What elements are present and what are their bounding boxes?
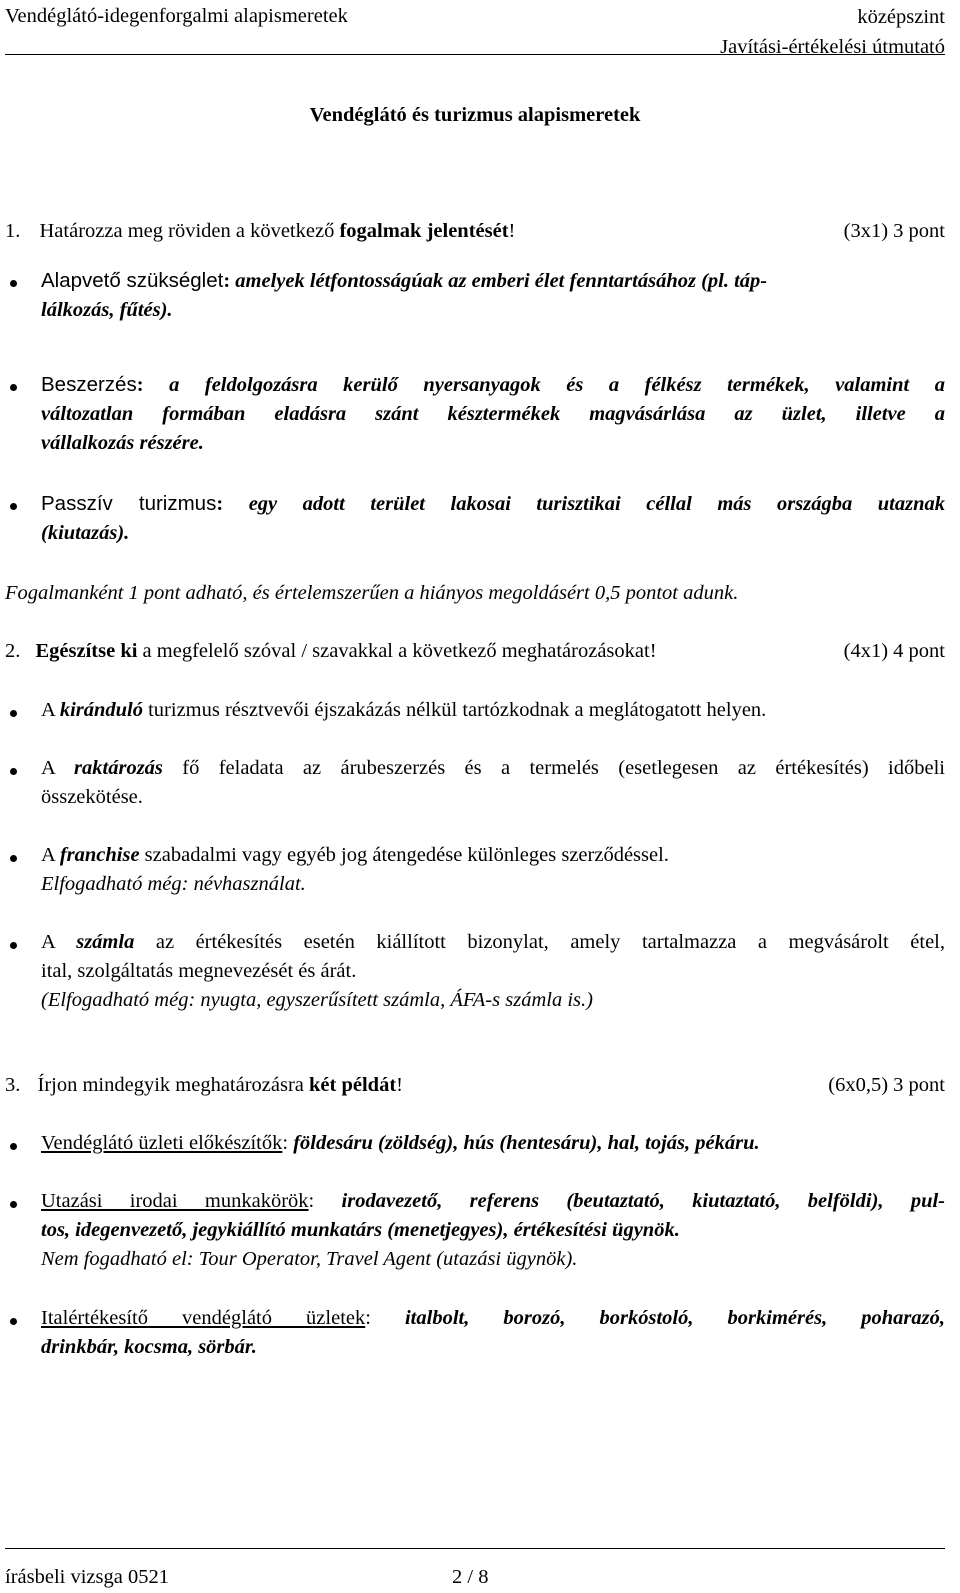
- q1-points: (3x1) 3 pont: [843, 220, 945, 242]
- q1-item-3-def2: (kiutazás).: [41, 522, 130, 544]
- q3-item-1-sep: :: [282, 1132, 294, 1154]
- q1-item-2-def2: változatlan formában eladásra szánt késztermékek magvásárlása az üzlet, illetve a: [41, 403, 945, 425]
- q1-text-a: Határozza meg röviden a következő: [39, 220, 340, 242]
- q2-item-1-word: kiránduló: [59, 699, 143, 721]
- header-guide: Javítási-értékelési útmutató: [720, 36, 945, 58]
- q2-item-4-line3: (Elfogadható még: nyugta, egyszerűsített számla, ÁFA-s számla is.): [41, 989, 593, 1011]
- bullet-icon: [10, 384, 17, 391]
- footer-page-number: 2 / 8: [452, 1566, 489, 1588]
- q1-item-2-sep: :: [136, 374, 170, 396]
- q2-item-4-post: az értékesítés esetén kiállított bizonylat, amely tartalmazza a megvásárolt étel,: [134, 931, 945, 953]
- q1-item-3: [41, 489, 945, 548]
- q2-item-3-pre: A: [41, 844, 60, 866]
- question-3: [5, 1071, 945, 1100]
- q3-item-2-sep: :: [308, 1190, 342, 1212]
- q1-text-b: fogalmak jelentését: [339, 220, 509, 242]
- q2-item-2-post: fő feladata az árubeszerzés és a termelés (esetlegesen az értékesítés) időbeli: [162, 757, 945, 779]
- q3-item-1-label: Vendéglátó üzleti előkészítők: [41, 1132, 283, 1154]
- page-header: [5, 0, 945, 58]
- q2-item-3-post: szabadalmi vagy egyéb jog átengedése különleges szerződéssel.: [139, 844, 669, 866]
- q3-item-2: [41, 1187, 945, 1274]
- bullet-icon: [10, 1143, 17, 1150]
- question-2: [5, 637, 945, 666]
- q2-item-2-word: raktározás: [74, 757, 163, 779]
- q2-item-3-line2: Elfogadható még: névhasználat.: [41, 873, 306, 895]
- bullet-icon: [10, 942, 17, 949]
- q1-item-3-term: Passzív turizmus: [41, 492, 217, 515]
- q1-item-1-def2: lálkozás, fűtés).: [41, 299, 173, 321]
- q3-text-a: Írjon mindegyik meghatározásra: [37, 1074, 310, 1096]
- q1-item-2: [41, 370, 945, 458]
- bullet-icon: [10, 768, 17, 775]
- q2-item-2-line2: összekötése.: [41, 786, 143, 808]
- q1-item-1-def1: amelyek létfontosságúak az emberi élet fenntartásához (pl. táp-: [235, 270, 768, 292]
- q1-item-1: [41, 266, 945, 325]
- bullet-icon: [10, 1201, 17, 1208]
- question-1: [5, 217, 945, 246]
- q2-text-a: Egészítse ki: [35, 640, 138, 662]
- q2-points: (4x1) 4 pont: [843, 640, 945, 662]
- q2-item-4: [41, 928, 945, 1015]
- q3-points: (6x0,5) 3 pont: [828, 1074, 945, 1096]
- q2-item-1-post: turizmus résztvevői éjszakázás nélkül tartózkodnak a meglátogatott helyen.: [142, 699, 767, 721]
- q2-item-4-line2: ital, szolgáltatás megnevezését és árát.: [41, 960, 357, 982]
- q1-item-3-sep: :: [216, 493, 249, 515]
- q3-item-1-answer: földesáru (zöldség), hús (hentesáru), hal, tojás, pékáru.: [293, 1132, 760, 1154]
- q3-item-2-label: Utazási irodai munkakörök: [41, 1190, 309, 1212]
- q3-number: 3.: [5, 1074, 21, 1096]
- q2-item-3: [41, 841, 945, 899]
- header-subject: Vendéglátó-idegenforgalmi alapismeretek: [5, 5, 348, 27]
- q1-number: 1.: [5, 220, 21, 242]
- q1-item-3-def1: egy adott terület lakosai turisztikai céllal más országba utaznak: [248, 493, 945, 515]
- q2-text-b: a megfelelő szóval / szavakkal a következő meghatározásokat!: [137, 640, 657, 662]
- q1-item-2-def1: a feldolgozásra kerülő nyersanyagok és a félkész termékek, valamint a: [169, 374, 945, 396]
- q3-item-3-label: Italértékesítő vendéglátó üzletek: [41, 1307, 366, 1329]
- q1-item-1-sep: :: [223, 270, 236, 292]
- q3-item-1: [41, 1129, 945, 1158]
- page-title: Vendéglátó és turizmus alapismeretek: [309, 104, 641, 126]
- q1-scoring-note: Fogalmanként 1 pont adható, és értelemszerűen a hiányos megoldásért 0,5 pontot adunk.: [5, 582, 739, 604]
- q2-item-2-pre: A: [41, 757, 75, 779]
- q3-item-3-answer-2: drinkbár, kocsma, sörbár.: [41, 1336, 257, 1358]
- header-level: középszint: [857, 6, 945, 28]
- q1-text-c: !: [508, 220, 516, 242]
- q2-item-2: [41, 754, 945, 812]
- q3-item-2-note: Nem fogadható el: Tour Operator, Travel Agent (utazási ügynök).: [41, 1248, 578, 1270]
- q3-item-3-sep: :: [365, 1307, 405, 1329]
- q3-item-3-answer-1: italbolt, borozó, borkóstoló, borkimérés, poharazó,: [404, 1307, 945, 1329]
- bullet-icon: [10, 503, 17, 510]
- bullet-icon: [10, 280, 17, 287]
- q3-item-2-answer-1: irodavezető, referens (beutaztató, kiutaztató, belföldi), pul-: [341, 1190, 945, 1212]
- header-right: [720, 2, 945, 62]
- q1-item-2-def3: vállalkozás részére.: [41, 432, 204, 454]
- q3-text-c: !: [396, 1074, 403, 1096]
- q2-item-3-word: franchise: [59, 844, 140, 866]
- q2-number: 2.: [5, 640, 21, 662]
- bullet-icon: [10, 1318, 17, 1325]
- q1-item-1-term: Alapvető szükséglet: [41, 269, 224, 292]
- bullet-icon: [10, 710, 17, 717]
- q2-item-4-word: számla: [76, 931, 135, 953]
- q2-item-1-pre: A: [41, 699, 60, 721]
- page-footer: [5, 1548, 945, 1588]
- q2-item-4-pre: A: [41, 931, 77, 953]
- document-page: [5, 0, 945, 1593]
- q3-item-2-answer-2: tos, idegenvezető, jegykiállító munkatárs (menetjegyes), értékesítési ügynök.: [41, 1219, 680, 1241]
- q2-item-1: [41, 696, 945, 725]
- q1-item-2-term: Beszerzés: [41, 373, 137, 396]
- footer-exam-code: írásbeli vizsga 0521: [5, 1566, 169, 1588]
- bullet-icon: [10, 855, 17, 862]
- q3-item-3: [41, 1304, 945, 1362]
- q3-text-b: két példát: [309, 1074, 397, 1096]
